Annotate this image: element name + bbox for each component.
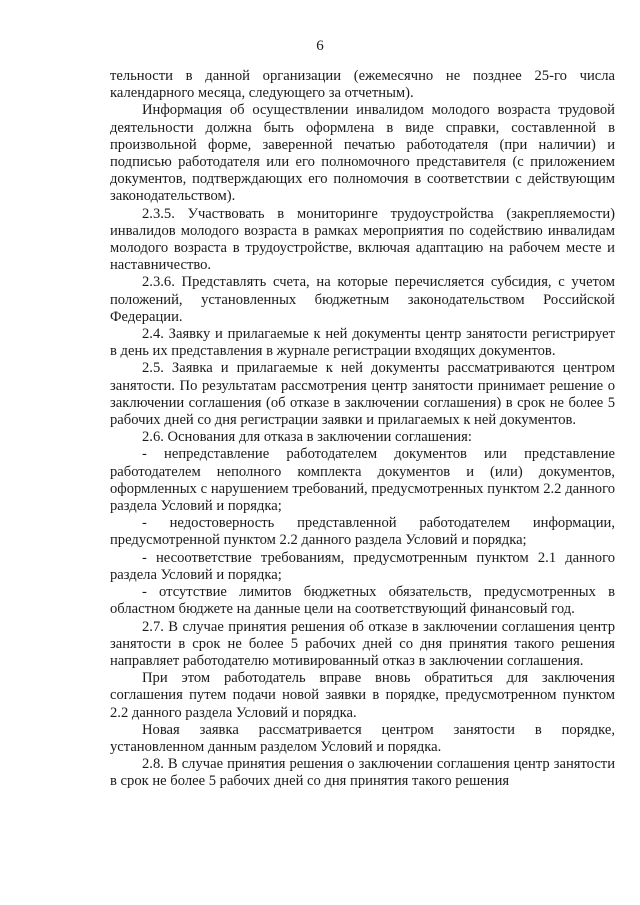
paragraph-employment-info: Информация об осуществлении инвалидом молодого возраста трудовой деятельности должна быть оформлена в виде справки, составленной в произвольной форме, заверенной печатью работодателя (при наличии) и подписью работодателя или его полномочного представителя (с приложением документов, подтверждающих его полномочия в соответствии с действующим законодательством). (110, 102, 615, 205)
document-body (110, 68, 615, 791)
list-item-no-budget-limits: - отсутствие лимитов бюджетных обязательств, предусмотренных в областном бюджете на данные цели на соответствующий финансовый год. (110, 584, 615, 618)
list-item-noncompliance: - несоответствие требованиям, предусмотренным пунктом 2.1 данного раздела Условий и порядка; (110, 549, 615, 583)
paragraph-2-3-5: 2.3.5. Участвовать в мониторинге трудоустройства (закрепляемости) инвалидов молодого возраста в рамках мероприятия по содействию инвалидам молодого возраста в трудоустройстве, включая адаптацию на рабочем месте и наставничество. (110, 205, 615, 274)
paragraph-reapply: При этом работодатель вправе вновь обратиться для заключения соглашения путем подачи новой заявки в порядке, предусмотренном пунктом 2.2 данного раздела Условий и порядка. (110, 670, 615, 721)
paragraph-continuation: тельности в данной организации (ежемесячно не позднее 25-го числа календарного месяца, следующего за отчетным). (110, 68, 615, 102)
paragraph-2-5: 2.5. Заявка и прилагаемые к ней документы рассматриваются центром занятости. По результатам рассмотрения центр занятости принимает решение о заключении соглашения (об отказе в заключении соглашения) в срок не более 5 рабочих дней со дня регистрации заявки и прилагаемых к ней документов. (110, 360, 615, 429)
list-item-incomplete-documents: - непредставление работодателем документов или представление работодателем неполного комплекта документов и (или) документов, оформленных с нарушением требований, предусмотренных пунктом 2.2 данного раздела Условий и порядка; (110, 446, 615, 515)
paragraph-2-6: 2.6. Основания для отказа в заключении соглашения: (142, 429, 472, 446)
page-number: 6 (316, 38, 324, 54)
list-item-inaccurate-info: - недостоверность представленной работодателем информации, предусмотренной пунктом 2.2 данного раздела Условий и порядка; (110, 515, 615, 549)
paragraph-2-7: 2.7. В случае принятия решения об отказе в заключении соглашения центр занятости в срок не более 5 рабочих дней со дня принятия такого решения направляет работодателю мотивированный отказ в заключении соглашения. (110, 618, 615, 669)
paragraph-2-3-6: 2.3.6. Представлять счета, на которые перечисляется субсидия, с учетом положений, установленных бюджетным законодательством Российской Федерации. (110, 274, 615, 325)
paragraph-2-4: 2.4. Заявку и прилагаемые к ней документы центр занятости регистрирует в день их представления в журнале регистрации входящих документов. (110, 326, 615, 360)
paragraph-2-8: 2.8. В случае принятия решения о заключении соглашения центр занятости в срок не более 5 рабочих дней со дня принятия такого решения (110, 756, 615, 790)
paragraph-new-application: Новая заявка рассматривается центром занятости в порядке, установленном данным разделом Условий и порядка. (110, 721, 615, 755)
